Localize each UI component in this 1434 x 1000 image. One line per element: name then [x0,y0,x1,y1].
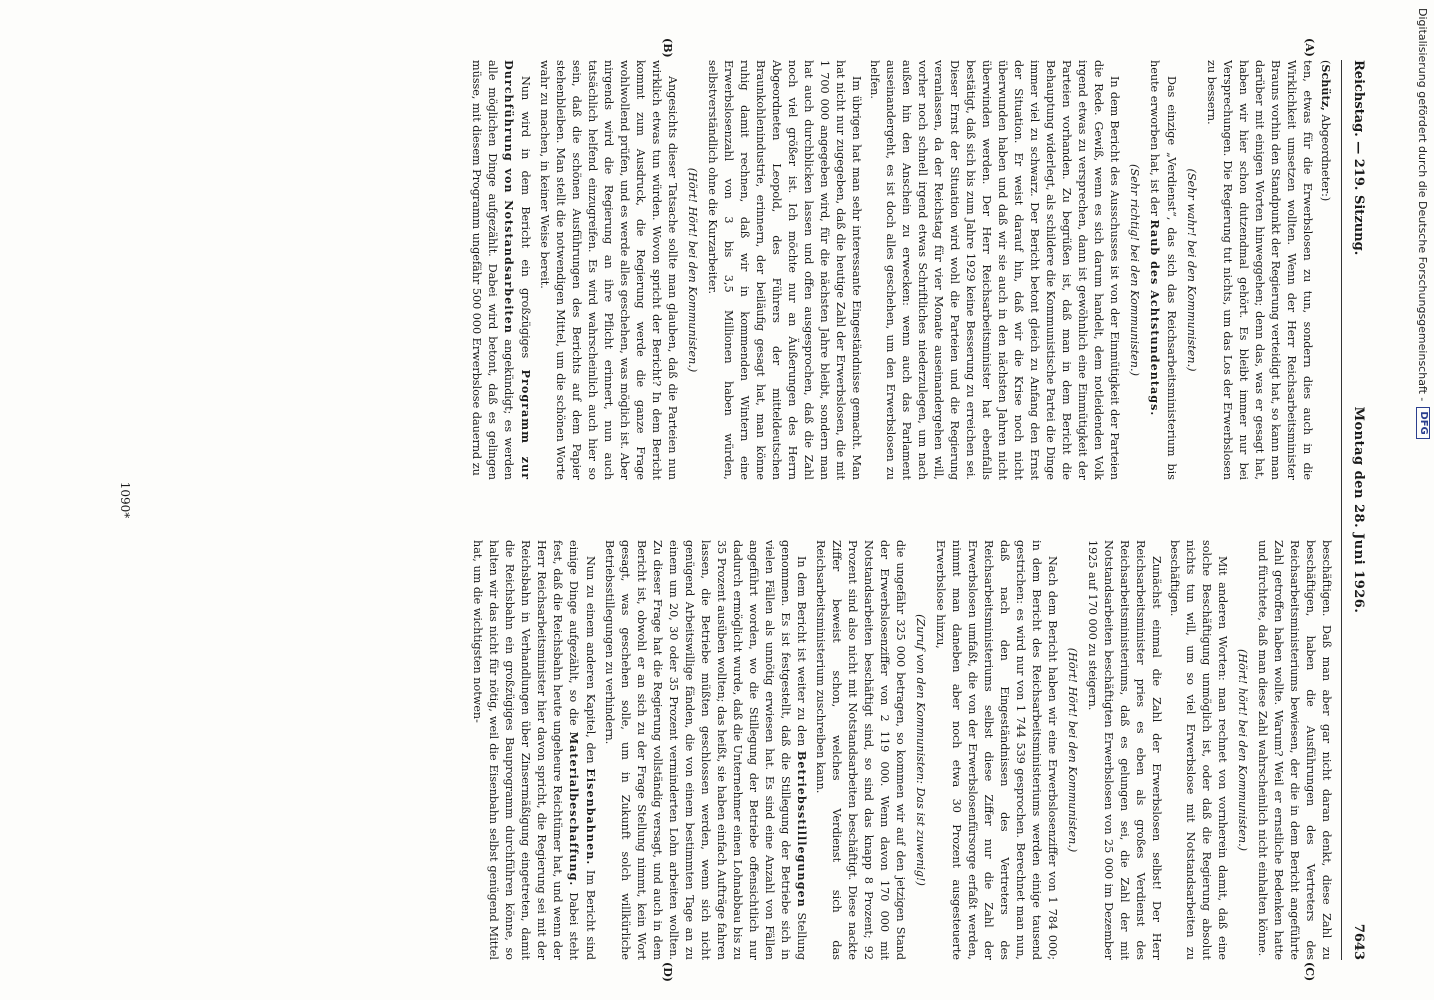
paragraph: Im übrigen hat man sehr interessante Eingeständnisse gemacht. Man hat nicht nur zugegeben, daß die heutige Zahl der Erwerbslosen, die mit 1 700 000 angegeben wird, für die nächsten Jahre bleibt, sondern man hat auch durchblicken lassen und offen ausgesprochen, daß die Zahl noch viel größer ist. Ich möchte nur an Äußerungen des Herrn Abgeordneten Leopold, des Führers der mitteldeutschen Braunkohlenindustrie, erinnern, der beiläufig gesagt hat, man könne ruhig damit rechnen, daß wir in kommenden Wintern eine Erwerbslosenzahl von 3 bis 3,5 Millionen haben würden, selbstverständlich ohne die Kurzarbeiter. [706,60,863,480]
page-header [1344,60,1366,960]
paragraph [469,540,599,960]
margin-marker-b: (B) [661,38,674,58]
dfg-logo: DFG [1416,407,1430,438]
paragraph: In dem Bericht des Ausschusses ist von der Einmütigkeit der Parteien die Rede. Gewiß, wenn es sich darum handelt, dem notleidenden Volk irgend etwas zu versprechen, dann ist gewöhnlich eine Einmütigkeit der Parteien vorhanden. Zu begrüßen ist, daß man in dem Bericht die Behauptung widerlegt, als schildere die Kommunistische Partei die Dinge immer viel zu schwarz. Der Bericht betont gleich zu Anfang den Ernst der Situation. Er weist darauf hin, daß wir die Krise noch nicht überwunden haben und daß wir sie auch in den nächsten Jahren nicht überwinden werden. Der Herr Reichsarbeitsminister hat ebenfalls bestätigt, daß sich bis zum Jahre 1929 keine Besserung zu erreichen sei. Dieser Ernst der Situation wird wohl die Parteien und die Regierung veranlassen, da der Reichstag für vier Monate auseinandergehen will, vorher noch schnell irgend etwas Schriftliches niederzulegen, um nach außen hin den Anschein zu erwecken: wenn auch das Parlament auseinandergeht, es ist doch alles geschehen, um den Erwerbslosen zu helfen. [868,60,1121,480]
margin-marker-d: (D) [661,962,674,982]
paragraph: Zunächst einmal die Zahl der Erwerbslosen selbst! Der Herr Reichsarbeitsminister pries es eben als großes Verdienst des Reichsarbeitsministeriums, daß es gelungen sei, die Zahl der mit Notstandsarbeiten beschäftigten Erwerbslosen von 25 000 im Dezember 1925 auf 170 000 zu steigern. [1086,540,1163,960]
emphasis: Eisenbahnen. [584,768,598,866]
text-run: Im Bericht sind einige Dinge aufgezählt, so die [567,540,597,960]
right-column [154,540,1334,960]
text-run: Nun wird in dem Bericht ein großzügiges [519,76,532,359]
interjection: (Sehr wahr! bei den Kommunisten.) [1185,168,1198,372]
signature-mark: 1090* [118,481,132,519]
interjection: (Zuruf von den Kommunisten: Das ist zuwenig!) [914,614,927,886]
paragraph: Angesichts dieser Tatsache sollte man glauben, daß die Parteien nun wirklich etwas tun würden. Wovon spricht der Bericht? In dem Bericht kommt zum Ausdruck, die Regierung werde die ganze Frage wohlwollend prüfen, und es werde alles geschehen, was möglich ist. Aber nirgends wird die Regierung an ihre Pflicht erinnert, nun auch tatsächlich helfend einzugreifen. Es wird wahrscheinlich auch hier so sein, daß die schönen Ausführungen des Berichts auf dem Papier stehenbleiben. Man stellt die notwendigen Mittel, um die schönen Worte wahr zu machen, in keiner Weise bereit. [538,60,679,480]
speaker-role: Abgeordneter: [1319,114,1332,197]
left-column [154,60,1334,480]
paragraph: beschäftigen. Daß man aber gar nicht daran denkt, diese Zahl zu beschäftigen, haben die Ausführungen des Vertreters des Reichsarbeitsministeriums bewiesen, der die in dem Bericht angeführte Zahl getroffen haben wollte. Warum? Weil er ernstliche Bedenken hatte und fürchtete, daß man diese Zahl wahrscheinlich nicht einhalten könne. [1256,540,1333,960]
page-number: 7643 [1351,923,1366,960]
emphasis: Materialbeschaffung. [567,731,581,887]
speaker-name: Schütz, [1319,64,1333,111]
interjection: (Hört! Hört! bei den Kommunisten.) [686,167,699,373]
emphasis: Programm zur Durchführung von Notstandsarbeiten [502,60,533,480]
emphasis: Raub des Achtstundentags. [1148,219,1162,417]
text-run: Stellung genommen. Es ist festgestellt, daß die Stillegung der Betriebe sich in vielen Fällen als unnötig erwiesen hat. Es sind eine Anzahl von Fällen angeführt worden, wo die Stillegung der Betriebe offensichtlich nur dadurch ermöglicht wurde, daß die Unternehmer einen Lohnabbau bis zu 35 Prozent ausüben wollten; das heißt, sie haben einfach Aufträge fahren lassen, die Betriebe müßten geschlossen werden, wenn sich nicht genügend Arbeitswillige fänden, die von einem bestimmten Tage an zu einem um 20, 30 oder 35 Prozent verminderten Lohn arbeiten wollten. Zu dieser Frage hat die Regierung vollständig versagt, und auch in dem Bericht ist, obwohl er an sich zu der Frage Stellung nimmt, kein Wort gesagt, was geschehen solle, um in Zukunft solch willkürliche Betriebsstillegungen zu verhindern. [603,540,808,960]
margin-marker-a: (A) [1303,38,1316,57]
digitization-credit [1412,0,1434,1000]
text-run: Nun zu einem anderen Kapitel, den [584,556,597,764]
paragraph [1146,60,1179,480]
paragraph: Mit anderen Worten: man rechnet von vornherein damit, daß eine solche Beschäftigung unmöglich ist, oder daß die Regierung absolut nichts tun will, um so viel Erwerbslose mit Notstandsarbeiten zu beschäftigen. [1168,540,1229,960]
header-center: Montag den 28. Juni 1926. [1351,406,1366,614]
paragraph: ten, etwas für die Erwerbslosen zu tun, sondern dies auch in die Wirklichkeit umsetzen wollten. Wenn der Herr Reichsarbeitsminister Brauns vorhin den Standpunkt der Regierung verteidigt hat, so kann man darüber mit einigen Worten hinweggehen; denn das, was er gesagt hat, haben wir hier schon dutzendmal gehört. Es bleibt immer nur bei Versprechungen. Die Regierung tut nichts, um das Los der Erwerbslosen zu bessern. [1205,60,1314,480]
digitization-note: Digitalisierung gefördert durch die Deutsche Forschungsgemeinschaft - [1416,8,1430,402]
interjection: (Hört! Hört! bei den Kommunisten.) [1066,647,1079,853]
emphasis: Betriebsstilllegungen [795,750,809,908]
interjection: (Sehr richtig! bei den Kommunisten.) [1128,164,1141,376]
speaker-line: (Schütz, Abgeordneter:) [1319,60,1333,202]
paragraph: die ungefähr 325 000 betragen, so kommen wir auf den jetzigen Stand der Erwerbslosenziffer von 2 119 000. Wenn davon 170 000 mit Notstandsarbeiten beschäftigt sind, so sind das knapp 8 Prozent; 92 Prozent sind also nicht mit Notstandsarbeiten beschäftigt. Diese nackte Ziffer beweist schon, welches Verdienst sich das Reichsarbeitsministerium zuschreiben kann. [814,540,907,960]
text-run: Dabei steht fest, daß die Reichsbahn heute ungeheure Reichtümer hat, und wenn der Herr Reichsarbeitsminister hier davon spricht, die Regierung sei mit der Reichsbahn in Verhandlungen über Zinsermäßigung eingetreten, damit die Reichsbahn ein großzügiges Bauprogramm durchführen könne, so halten wir das nicht für nötig, weil die Eisenbahn selbst genügend Mittel hat, um die wichtigsten notwen- [471,540,580,960]
paragraph [468,60,534,480]
text-run: angekündigt; es werden alle möglichen Dinge aufgezählt. Dabei wird betont, daß es gelingen müsse, mit diesem Programm ungefähr 500 000 Erwerbslose dauernd zu [470,60,515,480]
header-rule [1341,60,1342,960]
interjection: (Hört! hört! bei den Kommunisten.) [1236,648,1249,852]
header-left: Reichstag. — 219. Sitzung. [1351,60,1366,256]
margin-marker-c: (C) [1303,962,1316,982]
paragraph: Nach dem Bericht haben wir eine Erwerbslosenziffer von 1 784 000; in dem Bericht des Reichsarbeitsministeriums werden einige tausend gestrichen: es wird nur von 1 744 539 gesprochen. Berechnet man nun, daß nach den Eingeständnissen des Vertreters des Reichsarbeitsministeriums selbst diese Ziffer nur die Zahl der Erwerbslosen umfaßt, die von der Erwerbslosenfürsorge erfaßt werden, nimmt man daneben aber noch etwa 30 Prozent ausgesteuerte Erwerbslose hinzu, [934,540,1059,960]
text-run: Das einzige „Verdienst“, das sich das Reichsarbeitsministerium bis heute erworben hat, ist der [1148,60,1178,480]
paragraph [601,540,810,960]
text-run: In dem Bericht ist weiter zu den [795,556,808,747]
